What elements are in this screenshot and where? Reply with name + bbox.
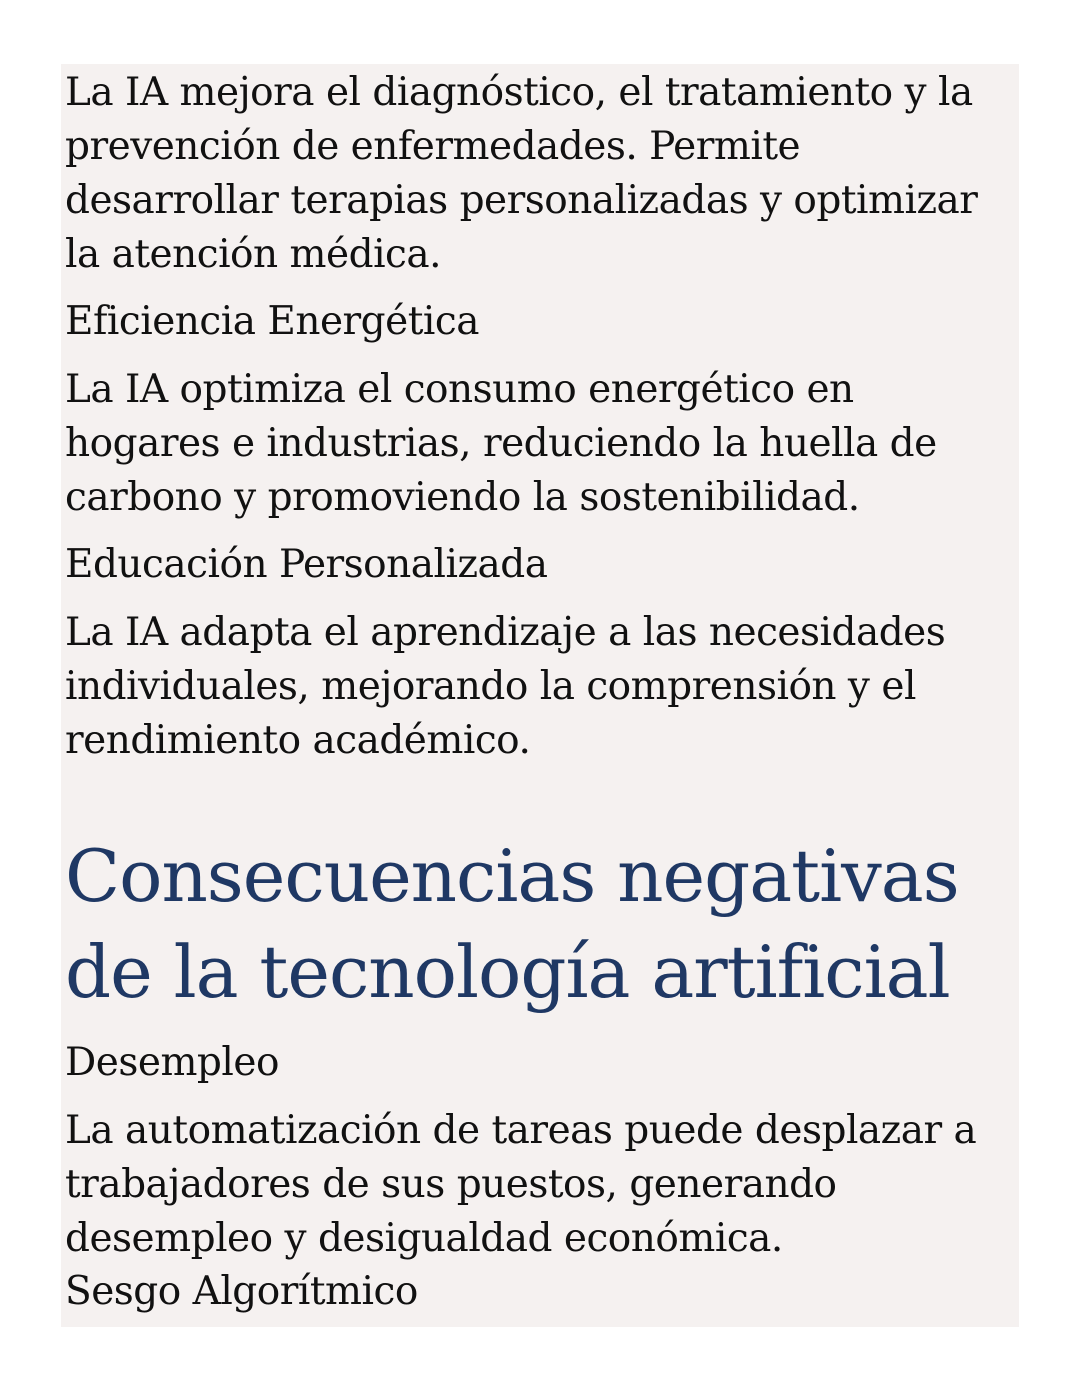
section-title-algorithmic-bias: Sesgo Algorítmico — [65, 1269, 418, 1314]
text-line: La IA optimiza el consumo energético en — [65, 367, 854, 412]
text-line: La IA mejora el diagnóstico, el tratamiento y la — [65, 70, 973, 115]
section-body-energy — [65, 363, 937, 525]
heading-line: de la tecnología artificial — [65, 930, 950, 1014]
text-line: carbono y promoviendo la sostenibilidad. — [65, 475, 860, 520]
text-line: La automatización de tareas puede desplazar a — [65, 1108, 977, 1153]
text-line: individuales, mejorando la comprensión y el — [65, 664, 916, 709]
section-title-education: Educación Personalizada — [65, 542, 548, 587]
section-title-energy: Eficiencia Energética — [65, 299, 479, 344]
negative-consequences-heading — [65, 828, 959, 1020]
text-line: La IA adapta el aprendizaje a las necesidades — [65, 610, 946, 655]
section-body-education — [65, 606, 945, 768]
text-line: la atención médica. — [65, 232, 442, 277]
intro-paragraph — [65, 66, 977, 282]
text-line: desarrollar terapias personalizadas y optimizar — [65, 178, 978, 223]
section-body-unemployment — [65, 1104, 976, 1266]
text-line: desempleo y desigualdad económica. — [65, 1216, 783, 1261]
heading-line: Consecuencias negativas — [65, 834, 959, 918]
text-line: rendimiento académico. — [65, 718, 531, 763]
text-line: hogares e industrias, reduciendo la huella de — [65, 421, 937, 466]
section-title-unemployment: Desempleo — [65, 1040, 279, 1085]
text-line: prevención de enfermedades. Permite — [65, 124, 801, 169]
text-line: trabajadores de sus puestos, generando — [65, 1162, 837, 1207]
